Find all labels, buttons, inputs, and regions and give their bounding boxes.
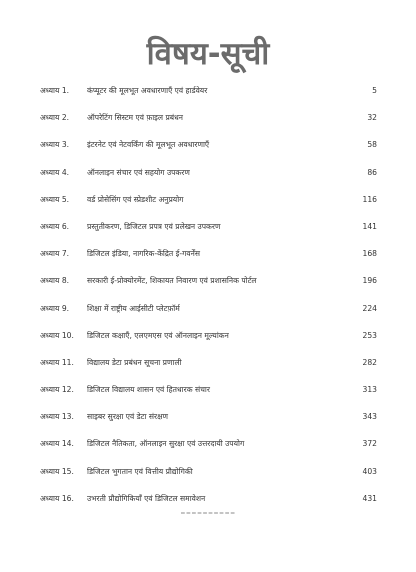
chapter-number: अध्याय 14. (40, 439, 74, 449)
chapter-page-number: 372 (362, 439, 377, 449)
chapter-title: डिजिटल इंडिया, नागरिक-केंद्रित ई-गवर्नेंस (87, 249, 200, 259)
toc-row (0, 375, 416, 402)
end-divider: ========== (180, 510, 236, 517)
chapter-page-number: 224 (362, 303, 377, 313)
chapter-page-number: 253 (362, 330, 377, 340)
chapter-page-number: 141 (362, 221, 377, 231)
toc-row (0, 266, 416, 293)
chapter-title: उभरती प्रौद्योगिकियाँ एवं डिजिटल समावेशन (87, 493, 206, 503)
chapter-title: डिजिटल विद्यालय शासन एवं हितधारक संचार (87, 385, 210, 395)
chapter-page-number: 32 (367, 113, 377, 123)
chapter-title: वर्ड प्रोसेसिंग एवं स्प्रेडशीट अनुप्रयोग (87, 194, 184, 204)
chapter-number: अध्याय 3. (40, 140, 70, 150)
chapter-title: प्रस्तुतीकरण, डिजिटल प्रपत्र एवं प्रलेखन उपकरण (87, 221, 221, 231)
chapter-number: अध्याय 10. (40, 330, 74, 340)
chapter-title: साइबर सुरक्षा एवं डेटा संरक्षण (87, 412, 169, 422)
chapter-page-number: 5 (372, 86, 377, 95)
chapter-number: अध्याय 16. (40, 493, 74, 503)
chapter-title: डिजिटल भुगतान एवं वित्तीय प्रौद्योगिकी (87, 466, 193, 476)
chapter-number: अध्याय 13. (40, 412, 74, 422)
chapter-page-number: 116 (362, 194, 377, 204)
chapter-title: ऑनलाइन संचार एवं सहयोग उपकरण (87, 167, 190, 177)
chapter-number: अध्याय 12. (40, 385, 74, 395)
toc-row (0, 457, 416, 484)
chapter-number: अध्याय 4. (40, 167, 70, 177)
page-title: विषय-सूची (146, 36, 270, 72)
chapter-page-number: 168 (362, 249, 377, 259)
chapter-number: अध्याय 7. (40, 249, 70, 259)
chapter-number: अध्याय 6. (40, 221, 70, 231)
toc-row (0, 348, 416, 375)
chapter-page-number: 282 (362, 357, 377, 367)
chapter-number: अध्याय 11. (40, 357, 74, 367)
chapter-title: डिजिटल कक्षाएँ, एलएमएस एवं ऑनलाइन मूल्यांकन (87, 330, 229, 340)
chapter-title: सरकारी ई-प्रोक्योरमेंट, शिकायत निवारण एवं प्रशासनिक पोर्टल (87, 276, 257, 286)
toc-row (0, 321, 416, 348)
chapter-title: डिजिटल नैतिकता, ऑनलाइन सुरक्षा एवं उत्तरदायी उपयोग (87, 439, 245, 449)
chapter-page-number: 86 (367, 167, 377, 177)
toc-row (0, 103, 416, 130)
chapter-title: ऑपरेटिंग सिस्टम एवं फ़ाइल प्रबंधन (87, 113, 183, 123)
chapter-title: कंप्यूटर की मूलभूत अवधारणाएँ एवं हार्डवेयर (87, 86, 208, 95)
chapter-number: अध्याय 5. (40, 194, 70, 204)
toc-row (0, 185, 416, 212)
chapter-number: अध्याय 8. (40, 276, 70, 286)
chapter-number: अध्याय 9. (40, 303, 70, 313)
chapter-title: विद्यालय डेटा प्रबंधन सूचना प्रणाली (87, 357, 182, 367)
toc-row (0, 76, 416, 103)
table-of-contents (0, 76, 416, 511)
chapter-page-number: 58 (367, 140, 377, 150)
chapter-page-number: 431 (362, 493, 377, 503)
chapter-number: अध्याय 15. (40, 466, 74, 476)
chapter-number: अध्याय 2. (40, 113, 70, 123)
chapter-page-number: 313 (362, 385, 377, 395)
toc-row (0, 212, 416, 239)
chapter-page-number: 343 (362, 412, 377, 422)
chapter-title: इंटरनेट एवं नेटवर्किंग की मूलभूत अवधारणाएँ (87, 140, 210, 150)
toc-row (0, 294, 416, 321)
chapter-page-number: 196 (362, 276, 377, 286)
toc-row (0, 130, 416, 157)
chapter-page-number: 403 (362, 466, 377, 476)
chapter-title: शिक्षा में राष्ट्रीय आईसीटी प्लेटफ़ॉर्म (87, 303, 180, 313)
toc-row (0, 429, 416, 456)
chapter-number: अध्याय 1. (40, 86, 70, 95)
toc-row (0, 239, 416, 266)
toc-row (0, 484, 416, 511)
toc-row (0, 402, 416, 429)
toc-row (0, 158, 416, 185)
